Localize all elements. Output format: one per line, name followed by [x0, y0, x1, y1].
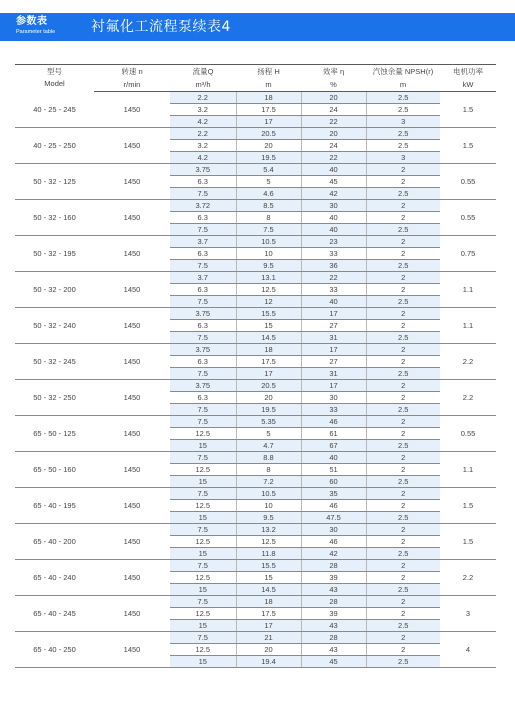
head-cell: 8	[236, 212, 301, 224]
npsh-cell: 2	[366, 464, 440, 476]
flow-cell: 12.5	[170, 608, 236, 620]
table-row	[15, 344, 496, 356]
flow-cell: 2.2	[170, 128, 236, 140]
flow-cell: 15	[170, 476, 236, 488]
flow-cell: 3.72	[170, 200, 236, 212]
table-row	[15, 128, 496, 140]
eff-cell: 31	[301, 368, 366, 380]
npsh-cell: 2	[366, 176, 440, 188]
head-cell: 11.8	[236, 548, 301, 560]
npsh-cell: 2	[366, 200, 440, 212]
eff-cell: 31	[301, 332, 366, 344]
head-cell: 10.5	[236, 236, 301, 248]
flow-cell: 7.5	[170, 488, 236, 500]
col-npsh-header: 汽蚀余量 NPSH(r)	[366, 65, 440, 79]
col-flow-header: 流量Q	[170, 65, 236, 79]
col-head-unit: m	[236, 78, 301, 92]
head-cell: 15.5	[236, 308, 301, 320]
power-cell: 1.1	[440, 452, 496, 488]
head-cell: 21	[236, 632, 301, 644]
head-cell: 10	[236, 248, 301, 260]
head-cell: 19.5	[236, 152, 301, 164]
flow-cell: 15	[170, 440, 236, 452]
power-cell: 1.5	[440, 488, 496, 524]
col-npsh-unit: m	[366, 78, 440, 92]
pump-parameter-table	[15, 64, 496, 668]
head-cell: 14.5	[236, 584, 301, 596]
npsh-cell: 2.5	[366, 128, 440, 140]
head-cell: 20	[236, 644, 301, 656]
eff-cell: 36	[301, 260, 366, 272]
eff-cell: 67	[301, 440, 366, 452]
model-cell: 50 - 32 - 125	[15, 164, 94, 200]
head-cell: 5.4	[236, 164, 301, 176]
flow-cell: 3.2	[170, 140, 236, 152]
eff-cell: 45	[301, 656, 366, 668]
table-row	[15, 488, 496, 500]
model-cell: 65 - 40 - 240	[15, 560, 94, 596]
col-model-en: Model	[44, 79, 65, 89]
npsh-cell: 2	[366, 452, 440, 464]
npsh-cell: 2	[366, 284, 440, 296]
page-title: 衬氟化工流程泵续表4	[91, 19, 231, 35]
eff-cell: 45	[301, 176, 366, 188]
table-row	[15, 596, 496, 608]
flow-cell: 12.5	[170, 572, 236, 584]
eff-cell: 40	[301, 164, 366, 176]
eff-cell: 23	[301, 236, 366, 248]
head-cell: 5	[236, 176, 301, 188]
col-speed-header: 转速 n	[94, 65, 170, 79]
npsh-cell: 2.5	[366, 440, 440, 452]
col-eff-header: 效率 η	[301, 65, 366, 79]
npsh-cell: 2	[366, 212, 440, 224]
flow-cell: 7.5	[170, 296, 236, 308]
head-cell: 14.5	[236, 332, 301, 344]
power-cell: 0.55	[440, 200, 496, 236]
head-cell: 20.5	[236, 380, 301, 392]
flow-cell: 7.5	[170, 404, 236, 416]
eff-cell: 61	[301, 428, 366, 440]
head-cell: 17.5	[236, 104, 301, 116]
flow-cell: 15	[170, 512, 236, 524]
power-cell: 0.55	[440, 416, 496, 452]
eff-cell: 22	[301, 272, 366, 284]
eff-cell: 24	[301, 140, 366, 152]
power-cell: 1.5	[440, 524, 496, 560]
head-cell: 17	[236, 620, 301, 632]
flow-cell: 7.5	[170, 368, 236, 380]
power-cell: 0.55	[440, 164, 496, 200]
npsh-cell: 2.5	[366, 404, 440, 416]
header-row	[15, 65, 496, 79]
flow-cell: 7.5	[170, 560, 236, 572]
table-row	[15, 272, 496, 284]
power-cell: 1.5	[440, 128, 496, 164]
flow-cell: 6.3	[170, 212, 236, 224]
col-power-header: 电机功率	[440, 65, 496, 79]
badge-label-cn: 参数表	[16, 16, 48, 27]
npsh-cell: 2	[366, 356, 440, 368]
flow-cell: 15	[170, 620, 236, 632]
power-cell: 2.2	[440, 344, 496, 380]
npsh-cell: 2.5	[366, 584, 440, 596]
speed-cell: 1450	[94, 416, 170, 452]
model-cell: 65 - 40 - 245	[15, 596, 94, 632]
model-cell: 50 - 32 - 200	[15, 272, 94, 308]
model-cell: 50 - 32 - 250	[15, 380, 94, 416]
npsh-cell: 2.5	[366, 188, 440, 200]
head-cell: 4.7	[236, 440, 301, 452]
speed-cell: 1450	[94, 200, 170, 236]
speed-cell: 1450	[94, 344, 170, 380]
eff-cell: 43	[301, 620, 366, 632]
model-cell: 50 - 32 - 195	[15, 236, 94, 272]
power-cell: 3	[440, 596, 496, 632]
eff-cell: 43	[301, 644, 366, 656]
npsh-cell: 2.5	[366, 104, 440, 116]
npsh-cell: 2	[366, 416, 440, 428]
badge-label-en: Parameter table	[16, 29, 56, 35]
eff-cell: 43	[301, 584, 366, 596]
head-cell: 13.2	[236, 524, 301, 536]
col-model-cn: 型号	[47, 67, 62, 77]
flow-cell: 12.5	[170, 644, 236, 656]
flow-cell: 12.5	[170, 428, 236, 440]
head-cell: 20	[236, 140, 301, 152]
eff-cell: 35	[301, 488, 366, 500]
npsh-cell: 2.5	[366, 260, 440, 272]
flow-cell: 15	[170, 584, 236, 596]
eff-cell: 51	[301, 464, 366, 476]
speed-cell: 1450	[94, 92, 170, 128]
flow-cell: 3.75	[170, 308, 236, 320]
power-cell: 2.2	[440, 380, 496, 416]
head-cell: 9.5	[236, 512, 301, 524]
flow-cell: 4.2	[170, 116, 236, 128]
col-speed-unit: r/min	[94, 78, 170, 92]
head-cell: 10.5	[236, 488, 301, 500]
eff-cell: 42	[301, 548, 366, 560]
eff-cell: 60	[301, 476, 366, 488]
head-cell: 20.5	[236, 128, 301, 140]
head-cell: 18	[236, 344, 301, 356]
col-eff-unit: %	[301, 78, 366, 92]
head-cell: 7.5	[236, 224, 301, 236]
eff-cell: 20	[301, 92, 366, 104]
head-cell: 9.5	[236, 260, 301, 272]
flow-cell: 15	[170, 548, 236, 560]
eff-cell: 39	[301, 572, 366, 584]
flow-cell: 7.5	[170, 596, 236, 608]
eff-cell: 40	[301, 452, 366, 464]
flow-cell: 3.7	[170, 272, 236, 284]
eff-cell: 42	[301, 188, 366, 200]
eff-cell: 28	[301, 632, 366, 644]
speed-cell: 1450	[94, 452, 170, 488]
eff-cell: 40	[301, 212, 366, 224]
flow-cell: 7.5	[170, 524, 236, 536]
table-row	[15, 236, 496, 248]
head-cell: 8.8	[236, 452, 301, 464]
head-cell: 17	[236, 368, 301, 380]
head-cell: 17.5	[236, 608, 301, 620]
parameter-badge	[16, 15, 78, 39]
npsh-cell: 2	[366, 608, 440, 620]
head-cell: 20	[236, 392, 301, 404]
npsh-cell: 2	[366, 500, 440, 512]
table-row	[15, 92, 496, 104]
npsh-cell: 2.5	[366, 140, 440, 152]
eff-cell: 46	[301, 500, 366, 512]
model-cell: 65 - 50 - 160	[15, 452, 94, 488]
head-cell: 4.6	[236, 188, 301, 200]
flow-cell: 3.75	[170, 380, 236, 392]
npsh-cell: 2	[366, 632, 440, 644]
power-cell: 1.5	[440, 92, 496, 128]
eff-cell: 27	[301, 356, 366, 368]
npsh-cell: 2.5	[366, 224, 440, 236]
eff-cell: 17	[301, 308, 366, 320]
npsh-cell: 2	[366, 536, 440, 548]
table-row	[15, 632, 496, 644]
model-cell: 65 - 40 - 250	[15, 632, 94, 668]
flow-cell: 3.75	[170, 344, 236, 356]
power-cell: 0.75	[440, 236, 496, 272]
speed-cell: 1450	[94, 164, 170, 200]
npsh-cell: 2.5	[366, 92, 440, 104]
flow-cell: 6.3	[170, 392, 236, 404]
flow-cell: 12.5	[170, 500, 236, 512]
head-cell: 7.2	[236, 476, 301, 488]
npsh-cell: 3	[366, 152, 440, 164]
npsh-cell: 2	[366, 644, 440, 656]
eff-cell: 40	[301, 296, 366, 308]
npsh-cell: 2	[366, 380, 440, 392]
model-cell: 40 - 25 - 245	[15, 92, 94, 128]
eff-cell: 40	[301, 224, 366, 236]
flow-cell: 7.5	[170, 332, 236, 344]
head-cell: 19.5	[236, 404, 301, 416]
head-cell: 12	[236, 296, 301, 308]
speed-cell: 1450	[94, 524, 170, 560]
flow-cell: 7.5	[170, 224, 236, 236]
npsh-cell: 2.5	[366, 332, 440, 344]
npsh-cell: 2	[366, 488, 440, 500]
npsh-cell: 2	[366, 524, 440, 536]
flow-cell: 12.5	[170, 464, 236, 476]
eff-cell: 28	[301, 596, 366, 608]
flow-cell: 6.3	[170, 248, 236, 260]
col-flow-unit: m³/h	[170, 78, 236, 92]
head-cell: 8	[236, 464, 301, 476]
head-cell: 12.5	[236, 536, 301, 548]
flow-cell: 12.5	[170, 536, 236, 548]
speed-cell: 1450	[94, 632, 170, 668]
eff-cell: 46	[301, 536, 366, 548]
head-cell: 5	[236, 428, 301, 440]
npsh-cell: 2	[366, 272, 440, 284]
flow-cell: 3.7	[170, 236, 236, 248]
power-cell: 1.1	[440, 272, 496, 308]
power-cell: 4	[440, 632, 496, 668]
power-cell: 1.1	[440, 308, 496, 344]
npsh-cell: 2	[366, 236, 440, 248]
flow-cell: 7.5	[170, 188, 236, 200]
eff-cell: 33	[301, 248, 366, 260]
table-row	[15, 560, 496, 572]
table-row	[15, 164, 496, 176]
flow-cell: 7.5	[170, 452, 236, 464]
eff-cell: 20	[301, 128, 366, 140]
npsh-cell: 2.5	[366, 656, 440, 668]
npsh-cell: 2	[366, 308, 440, 320]
head-cell: 8.5	[236, 200, 301, 212]
model-cell: 50 - 32 - 160	[15, 200, 94, 236]
table-row	[15, 524, 496, 536]
model-cell: 65 - 50 - 125	[15, 416, 94, 452]
npsh-cell: 2.5	[366, 512, 440, 524]
flow-cell: 15	[170, 656, 236, 668]
col-model-header	[15, 65, 94, 92]
table-row	[15, 308, 496, 320]
head-cell: 19.4	[236, 656, 301, 668]
eff-cell: 22	[301, 116, 366, 128]
flow-cell: 3.2	[170, 104, 236, 116]
flow-cell: 6.3	[170, 176, 236, 188]
flow-cell: 7.5	[170, 632, 236, 644]
table-row	[15, 416, 496, 428]
flow-cell: 2.2	[170, 92, 236, 104]
head-cell: 15	[236, 572, 301, 584]
eff-cell: 24	[301, 104, 366, 116]
eff-cell: 27	[301, 320, 366, 332]
model-cell: 50 - 32 - 245	[15, 344, 94, 380]
flow-cell: 4.2	[170, 152, 236, 164]
npsh-cell: 2	[366, 428, 440, 440]
flow-cell: 7.5	[170, 416, 236, 428]
table-body	[15, 92, 496, 668]
eff-cell: 30	[301, 392, 366, 404]
npsh-cell: 2.5	[366, 548, 440, 560]
flow-cell: 3.75	[170, 164, 236, 176]
npsh-cell: 2.5	[366, 476, 440, 488]
npsh-cell: 2	[366, 560, 440, 572]
model-cell: 65 - 40 - 195	[15, 488, 94, 524]
head-cell: 17.5	[236, 356, 301, 368]
flow-cell: 6.3	[170, 356, 236, 368]
table-row	[15, 452, 496, 464]
power-cell: 2.2	[440, 560, 496, 596]
eff-cell: 47.5	[301, 512, 366, 524]
speed-cell: 1450	[94, 560, 170, 596]
flow-cell: 6.3	[170, 284, 236, 296]
head-cell: 10	[236, 500, 301, 512]
col-head-header: 扬程 H	[236, 65, 301, 79]
flow-cell: 7.5	[170, 260, 236, 272]
npsh-cell: 2	[366, 164, 440, 176]
eff-cell: 39	[301, 608, 366, 620]
npsh-cell: 2	[366, 320, 440, 332]
speed-cell: 1450	[94, 380, 170, 416]
flow-cell: 6.3	[170, 320, 236, 332]
head-cell: 18	[236, 92, 301, 104]
npsh-cell: 3	[366, 116, 440, 128]
npsh-cell: 2.5	[366, 296, 440, 308]
speed-cell: 1450	[94, 236, 170, 272]
speed-cell: 1450	[94, 272, 170, 308]
head-cell: 12.5	[236, 284, 301, 296]
table-row	[15, 380, 496, 392]
eff-cell: 28	[301, 560, 366, 572]
eff-cell: 30	[301, 200, 366, 212]
speed-cell: 1450	[94, 488, 170, 524]
model-cell: 65 - 40 - 200	[15, 524, 94, 560]
head-cell: 5.35	[236, 416, 301, 428]
head-cell: 18	[236, 596, 301, 608]
speed-cell: 1450	[94, 128, 170, 164]
npsh-cell: 2.5	[366, 620, 440, 632]
col-power-unit: kW	[440, 78, 496, 92]
speed-cell: 1450	[94, 596, 170, 632]
speed-cell: 1450	[94, 308, 170, 344]
eff-cell: 17	[301, 344, 366, 356]
eff-cell: 33	[301, 284, 366, 296]
eff-cell: 33	[301, 404, 366, 416]
eff-cell: 46	[301, 416, 366, 428]
npsh-cell: 2	[366, 248, 440, 260]
model-cell: 50 - 32 - 240	[15, 308, 94, 344]
npsh-cell: 2.5	[366, 368, 440, 380]
head-cell: 17	[236, 116, 301, 128]
npsh-cell: 2	[366, 596, 440, 608]
eff-cell: 17	[301, 380, 366, 392]
table-row	[15, 200, 496, 212]
eff-cell: 30	[301, 524, 366, 536]
npsh-cell: 2	[366, 572, 440, 584]
npsh-cell: 2	[366, 344, 440, 356]
npsh-cell: 2	[366, 392, 440, 404]
head-cell: 15	[236, 320, 301, 332]
head-cell: 13.1	[236, 272, 301, 284]
head-cell: 15.5	[236, 560, 301, 572]
model-cell: 40 - 25 - 250	[15, 128, 94, 164]
eff-cell: 22	[301, 152, 366, 164]
